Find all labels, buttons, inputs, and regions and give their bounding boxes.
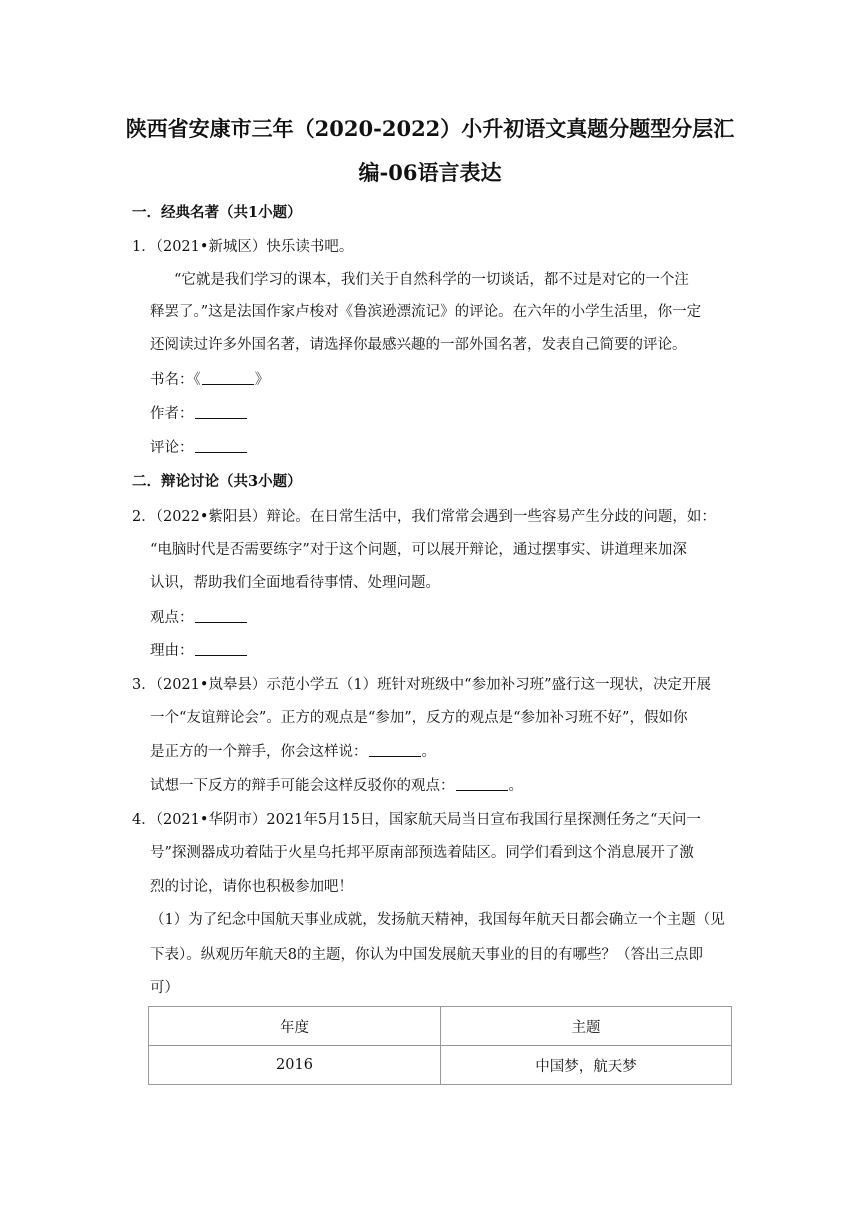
q4-line1: 4．（2021•华阴市）2021年5月15日，国家航天局当日宣布我国行星探测任务之“天问一	[132, 812, 701, 828]
q2-view-blank[interactable]	[195, 608, 247, 623]
q4-line6: 可）	[150, 980, 179, 996]
document-title-line2: 编-06语言表达	[358, 160, 502, 185]
q3-line3	[150, 742, 436, 762]
document-title-line1: 陕西省安康市三年（2020-2022）小升初语文真题分题型分层汇	[125, 116, 735, 141]
q1-comment-label: 评论：	[150, 440, 194, 456]
q3-line3-text: 是正方的一个辩手，你会这样说：	[150, 744, 368, 760]
table-header-theme: 主题	[441, 1007, 732, 1046]
table-cell-theme: 中国梦，航天梦	[441, 1046, 732, 1085]
q1-author-blank[interactable]	[195, 404, 247, 419]
q2-reason-label: 理由：	[150, 643, 194, 659]
q3-line2: 一个“友谊辩论会”。正方的观点是“参加”，反方的观点是“参加补习班不好”，假如你	[150, 710, 688, 726]
section-heading-debate: 二．辩论讨论（共3小题）	[132, 473, 302, 490]
q2-reason-blank[interactable]	[195, 641, 247, 656]
q3-pro-blank[interactable]	[369, 742, 421, 757]
table-header-year: 年度	[149, 1007, 441, 1046]
q2-line3: 认识，帮助我们全面地看待事情、处理问题。	[150, 575, 440, 591]
q1-paragraph-line3: 还阅读过许多外国名著，请选择你最感兴趣的一部外国名著，发表自己简要的评论。	[150, 337, 687, 353]
q4-line5: 下表）。纵观历年航天8的主题，你认为中国发展航天事业的目的有哪些？（答出三点即	[150, 947, 703, 963]
q2-line1: 2．（2022•紫阳县）辩论。在日常生活中，我们常常会遇到一些容易产生分歧的问题，如：	[132, 509, 716, 525]
q4-line2: 号”探测器成功着陆于火星乌托邦平原南部预选着陆区。同学们看到这个消息展开了激	[150, 845, 694, 861]
q1-book-label: 书名：《	[150, 372, 201, 388]
q4-line4: （1）为了纪念中国航天事业成就，发扬航天精神，我国每年航天日都会确立一个主题（见	[150, 912, 725, 928]
q3-line3-end: 。	[421, 744, 436, 760]
q1-comment-field	[150, 438, 248, 458]
q1-author-field	[150, 404, 248, 424]
q2-line2: “电脑时代是否需要练字”对于这个问题，可以展开辩论，通过摆事实、讲道理来加深	[150, 542, 687, 558]
q2-view-field	[150, 608, 248, 628]
table-header-row	[149, 1007, 732, 1046]
q1-book-end: 》	[254, 372, 270, 388]
q2-reason-field	[150, 641, 248, 661]
q3-line4	[150, 776, 523, 796]
q1-paragraph-line2: 释罢了。”这是法国作家卢梭对《鲁滨逊漂流记》的评论。在六年的小学生活里，你一定	[150, 304, 702, 320]
q1-book-field	[150, 370, 269, 390]
q4-line3: 烈的讨论，请你也积极参加吧！	[150, 879, 353, 895]
q3-line4-end: 。	[508, 778, 523, 794]
section-heading-classics: 一．经典名著（共1小题）	[132, 204, 302, 221]
q3-line1: 3．（2021•岚皋县）示范小学五（1）班针对班级中“参加补习班”盛行这一现状，决定开展	[132, 677, 711, 693]
q1-author-label: 作者：	[150, 406, 194, 422]
table-row	[149, 1046, 732, 1085]
q3-line4-text: 试想一下反方的辩手可能会这样反驳你的观点：	[150, 778, 455, 794]
q1-stem: 1．（2021•新城区）快乐读书吧。	[132, 239, 354, 255]
q1-comment-blank[interactable]	[195, 438, 247, 453]
q1-paragraph-line1: “它就是我们学习的课本，我们关于自然科学的一切谈话，都不过是对它的一个注	[174, 272, 689, 288]
q1-book-blank[interactable]	[202, 370, 254, 385]
q2-view-label: 观点：	[150, 610, 194, 626]
space-day-theme-table	[148, 1006, 732, 1085]
q3-con-blank[interactable]	[456, 776, 508, 791]
table-cell-year: 2016	[149, 1046, 441, 1085]
